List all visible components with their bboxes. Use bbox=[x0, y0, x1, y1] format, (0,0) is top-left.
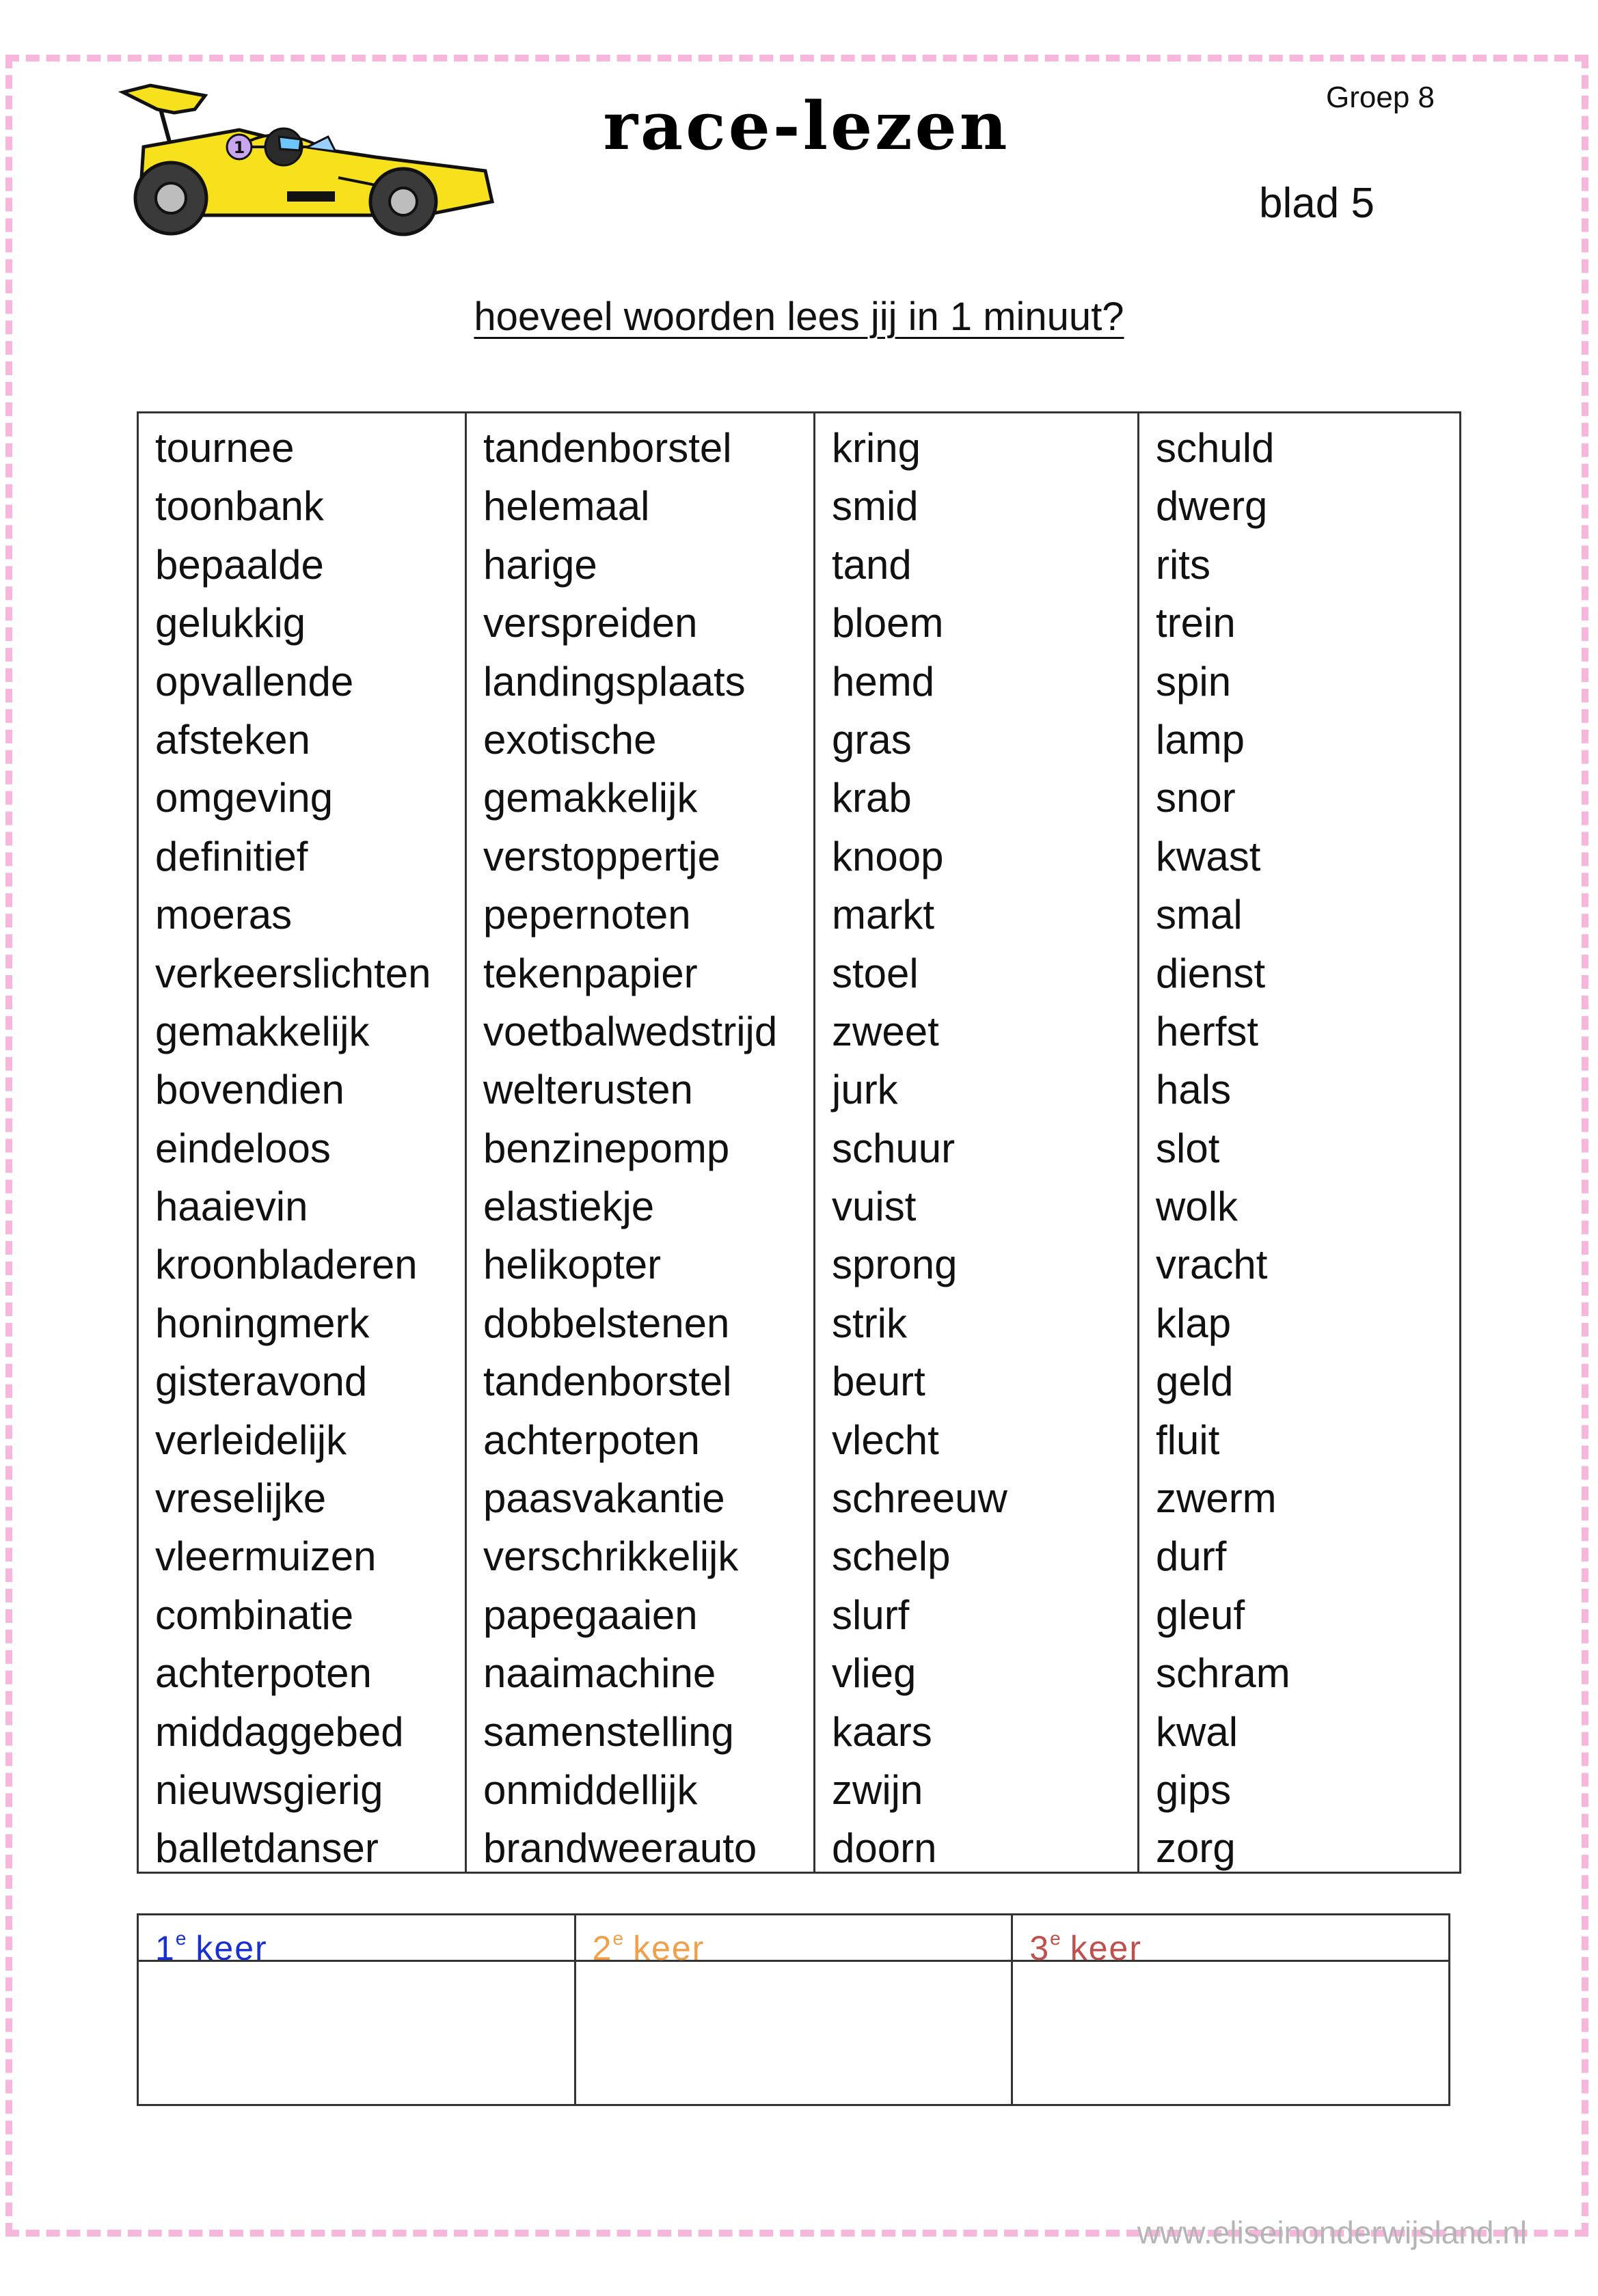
word-item: pepernoten bbox=[483, 892, 691, 938]
score-header-2 bbox=[576, 1915, 1012, 1967]
word-item: haaievin bbox=[155, 1184, 308, 1230]
word-item: durf bbox=[1156, 1533, 1227, 1580]
word-item: slot bbox=[1156, 1125, 1220, 1171]
word-item: gemakkelijk bbox=[483, 775, 698, 821]
word-item: elastiekje bbox=[483, 1184, 655, 1230]
word-item: benzinepomp bbox=[483, 1125, 730, 1171]
word-item: exotische bbox=[483, 716, 657, 763]
word-item: gips bbox=[1156, 1766, 1232, 1813]
word-item: eindeloos bbox=[155, 1125, 331, 1171]
word-item: zwerm bbox=[1156, 1475, 1277, 1522]
word-table bbox=[137, 411, 1461, 1874]
word-item: landingsplaats bbox=[483, 658, 746, 705]
word-item: schelp bbox=[832, 1533, 951, 1580]
word-item: markt bbox=[832, 892, 934, 938]
score-column-1 bbox=[139, 1915, 576, 2104]
ordinal-suffix: e bbox=[612, 1928, 624, 1949]
word-item: helikopter bbox=[483, 1242, 662, 1288]
car-spoiler bbox=[123, 85, 205, 113]
word-item: naaimachine bbox=[483, 1650, 716, 1697]
word-item: zweet bbox=[832, 1008, 939, 1054]
word-item: moeras bbox=[155, 892, 293, 938]
word-item: honingmerk bbox=[155, 1300, 370, 1346]
word-item: herfst bbox=[1156, 1008, 1259, 1054]
word-item: klap bbox=[1156, 1300, 1232, 1346]
rear-wheel bbox=[135, 163, 206, 234]
word-item: toonbank bbox=[155, 483, 324, 530]
word-item: dienst bbox=[1156, 950, 1266, 996]
attempt-number: 3 bbox=[1029, 1929, 1051, 1967]
word-item: doorn bbox=[832, 1825, 937, 1872]
score-cell-1[interactable] bbox=[139, 1962, 574, 2104]
word-item: gemakkelijk bbox=[155, 1008, 370, 1054]
word-item: kaars bbox=[832, 1708, 932, 1755]
word-item: smid bbox=[832, 483, 919, 530]
word-item: balletdanser bbox=[155, 1825, 379, 1872]
word-item: fluit bbox=[1156, 1417, 1220, 1463]
word-item: schram bbox=[1156, 1650, 1290, 1697]
word-item: hemd bbox=[832, 658, 935, 705]
word-item: helemaal bbox=[483, 483, 650, 530]
word-item: tandenborstel bbox=[483, 425, 732, 471]
group-label: Groep 8 bbox=[1326, 81, 1435, 114]
instruction-text: hoeveel woorden lees jij in 1 minuut? bbox=[474, 295, 1124, 339]
score-header-3 bbox=[1013, 1915, 1448, 1967]
word-item: lamp bbox=[1156, 716, 1245, 763]
word-item: vleermuizen bbox=[155, 1533, 377, 1580]
word-item: spin bbox=[1156, 658, 1232, 705]
word-item: kwal bbox=[1156, 1708, 1238, 1755]
word-item: jurk bbox=[832, 1067, 898, 1113]
word-item: dwerg bbox=[1156, 483, 1268, 530]
word-item: harige bbox=[483, 541, 597, 588]
word-item: vlieg bbox=[832, 1650, 917, 1697]
score-cell-2[interactable] bbox=[576, 1962, 1012, 2104]
word-item: wolk bbox=[1156, 1184, 1238, 1230]
word-item: gras bbox=[832, 716, 912, 763]
word-item: zorg bbox=[1156, 1825, 1236, 1872]
word-item: gisteravond bbox=[155, 1358, 368, 1405]
word-item: verspreiden bbox=[483, 600, 698, 646]
word-item: dobbelstenen bbox=[483, 1300, 730, 1346]
word-item: gelukkig bbox=[155, 600, 306, 646]
word-item: strik bbox=[832, 1300, 907, 1346]
attempt-label: keer bbox=[1070, 1929, 1142, 1967]
word-item: combinatie bbox=[155, 1591, 354, 1638]
word-item: vuist bbox=[832, 1184, 917, 1230]
word-column-4 bbox=[1139, 413, 1459, 1872]
word-item: tournee bbox=[155, 425, 295, 471]
word-item: welterusten bbox=[483, 1067, 693, 1113]
word-item: definitief bbox=[155, 833, 308, 879]
word-item: vreselijke bbox=[155, 1475, 327, 1522]
word-item: gleuf bbox=[1156, 1591, 1245, 1638]
word-item: paasvakantie bbox=[483, 1475, 725, 1522]
instruction-subtitle bbox=[0, 294, 1598, 340]
word-item: brandweerauto bbox=[483, 1825, 757, 1872]
ordinal-suffix: e bbox=[1050, 1928, 1061, 1949]
word-item: hals bbox=[1156, 1067, 1232, 1113]
race-car-illustration bbox=[103, 82, 506, 239]
word-item: opvallende bbox=[155, 658, 354, 705]
attempt-number: 1 bbox=[155, 1929, 176, 1967]
word-item: rits bbox=[1156, 541, 1210, 588]
word-item: zwijn bbox=[832, 1766, 923, 1813]
word-column-3 bbox=[815, 413, 1139, 1872]
website-url[interactable]: www.eliseinonderwijsland.nl bbox=[1137, 2215, 1527, 2250]
word-item: knoop bbox=[832, 833, 944, 879]
word-item: tandenborstel bbox=[483, 1358, 732, 1405]
word-item: samenstelling bbox=[483, 1708, 734, 1755]
front-wheel bbox=[370, 169, 436, 234]
ordinal-suffix: e bbox=[175, 1928, 187, 1949]
word-item: achterpoten bbox=[155, 1650, 372, 1697]
word-item: vracht bbox=[1156, 1242, 1268, 1288]
word-item: smal bbox=[1156, 892, 1243, 938]
score-column-2 bbox=[576, 1915, 1014, 2104]
word-column-2 bbox=[467, 413, 815, 1872]
word-item: krab bbox=[832, 775, 912, 821]
word-item: verstoppertje bbox=[483, 833, 720, 879]
page-title: race-lezen bbox=[603, 87, 1010, 165]
word-item: schuur bbox=[832, 1125, 956, 1171]
word-item: snor bbox=[1156, 775, 1236, 821]
word-item: sprong bbox=[832, 1242, 958, 1288]
attempt-label: keer bbox=[633, 1929, 705, 1967]
score-header-1 bbox=[139, 1915, 574, 1967]
word-item: geld bbox=[1156, 1358, 1234, 1405]
word-item: tekenpapier bbox=[483, 950, 698, 996]
word-item: voetbalwedstrijd bbox=[483, 1008, 778, 1054]
word-item: onmiddellijk bbox=[483, 1766, 698, 1813]
sheet-number: blad 5 bbox=[1259, 180, 1374, 227]
word-item: verschrikkelijk bbox=[483, 1533, 739, 1580]
score-cell-3[interactable] bbox=[1013, 1962, 1448, 2104]
word-item: middaggebed bbox=[155, 1708, 404, 1755]
word-item: kroonbladeren bbox=[155, 1242, 418, 1288]
word-item: omgeving bbox=[155, 775, 334, 821]
attempt-number: 2 bbox=[592, 1929, 613, 1967]
word-item: vlecht bbox=[832, 1417, 939, 1463]
word-item: nieuwsgierig bbox=[155, 1766, 383, 1813]
word-item: beurt bbox=[832, 1358, 925, 1405]
score-table bbox=[137, 1913, 1450, 2106]
word-item: bloem bbox=[832, 600, 944, 646]
word-item: verkeerslichten bbox=[155, 950, 431, 996]
word-item: achterpoten bbox=[483, 1417, 700, 1463]
word-item: schuld bbox=[1156, 425, 1275, 471]
word-item: schreeuw bbox=[832, 1475, 1007, 1522]
word-item: kwast bbox=[1156, 833, 1261, 879]
word-item: kring bbox=[832, 425, 921, 471]
car-number: 1 bbox=[233, 138, 245, 157]
word-item: papegaaien bbox=[483, 1591, 698, 1638]
word-item: slurf bbox=[832, 1591, 910, 1638]
score-column-3 bbox=[1013, 1915, 1448, 2104]
word-item: tand bbox=[832, 541, 912, 588]
attempt-label: keer bbox=[195, 1929, 268, 1967]
word-item: afsteken bbox=[155, 716, 310, 763]
word-item: bovendien bbox=[155, 1067, 344, 1113]
word-item: verleidelijk bbox=[155, 1417, 347, 1463]
word-item: bepaalde bbox=[155, 541, 324, 588]
word-item: trein bbox=[1156, 600, 1236, 646]
word-column-1 bbox=[139, 413, 467, 1872]
word-item: stoel bbox=[832, 950, 919, 996]
